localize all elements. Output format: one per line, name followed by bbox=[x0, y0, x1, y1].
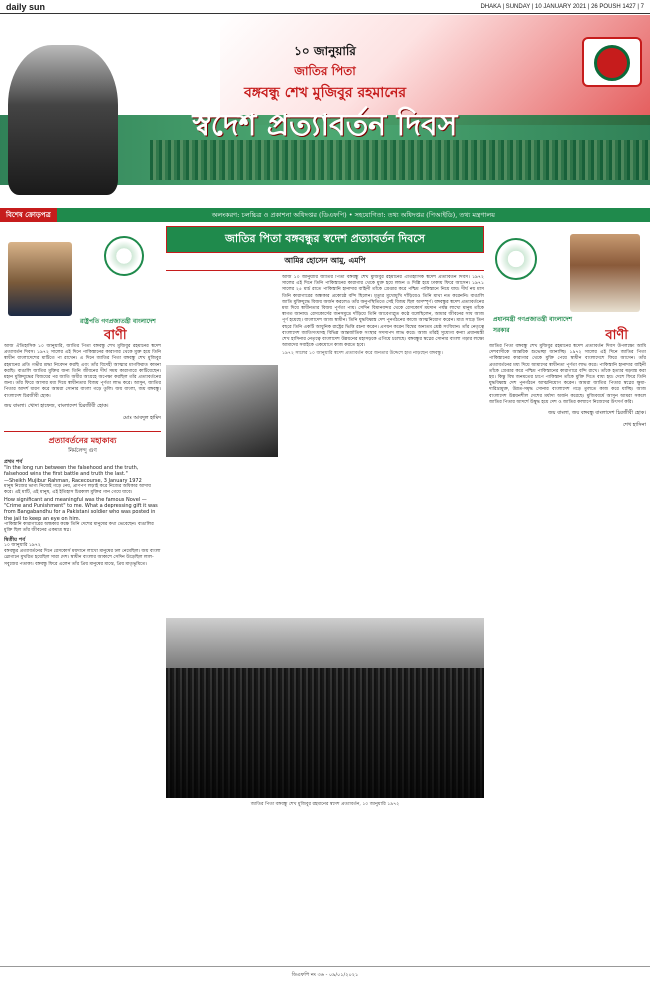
rally-photo bbox=[166, 618, 484, 798]
poem-body bbox=[4, 459, 161, 568]
footer bbox=[0, 966, 650, 984]
poem-author: নির্মলেন্দু গুণ bbox=[68, 447, 97, 454]
poem-quote-en: "In the long run between the falsehood and the truth, falsehood wins the first battle and truth the last." bbox=[4, 465, 139, 478]
government-seal-icon bbox=[104, 236, 144, 276]
president-signature: মোঃ আবদুল হামিদ bbox=[123, 414, 161, 421]
poem-verse-en-2: How significant and meaningful was the famous Novel — "Crime and Punishment" to me. What a depressing gift it was from Bangabandhu for a Pakistani soldier who was posted in the jail to keep an eye on him. bbox=[4, 496, 158, 522]
hero-sub-title: বঙ্গবন্ধু শেখ মুজিবুর রহমানের bbox=[243, 85, 407, 101]
pm-closing: জয় বাংলা, জয় বঙ্গবন্ধু বাংলাদেশ চিরজীবী হোক। bbox=[548, 410, 646, 417]
poem-verse-2: পাকিস্তানি কারাগারের অন্ধকার কক্ষে তিনি দেশের মানুষের কথা ভেবেছেন। বাঙালির মুক্তি ছিল তাঁর জীবনের একমাত্র স্বপ্ন। bbox=[4, 522, 154, 534]
pm-message-body: জাতির পিতা বঙ্গবন্ধু শেখ মুজিবুর রহমানের স্বদেশ প্রত্যাবর্তন দিবস উপলক্ষ্যে আমি দেশবাসীকে আন্তরিক শুভেচ্ছা জানাচ্ছি। ১৯৭২ সালের এই দিনে জাতির পিতা পাকিস্তানের কারাগার থেকে মুক্তি পেয়ে স্বাধীন বাংলাদেশে ফিরে আসেন। তাঁর প্রত্যাবর্তনের মধ্য দিয়ে আমাদের স্বাধীনতা পূর্ণতা লাভ করে। পাকিস্তানি হানাদার বাহিনী তাঁকে গ্রেপ্তার করে পশ্চিম পাকিস্তানের কারাগারে বন্দি রাখে। তাঁকে হত্যার ষড়যন্ত্র করা হয়। কিন্তু বিশ্ব জনমতের চাপে পাকিস্তান তাঁকে মুক্তি দিতে বাধ্য হয়। দেশে ফিরে তিনি যুদ্ধবিধ্বস্ত দেশ পুনর্গঠনে আত্মনিয়োগ করেন। আমরা জাতির পিতার স্বপ্নের ক্ষুধা-দারিদ্র্যমুক্ত, উন্নত-সমৃদ্ধ সোনার বাংলাদেশ গড়ে তুলতে কাজ করে যাচ্ছি। আজ বাংলাদেশ উন্নয়নশীল দেশের মর্যাদা অর্জন করেছে। মুজিববর্ষে আসুন আমরা সকলে জাতির পিতার আদর্শে উদ্বুদ্ধ হয়ে দেশ ও জাতির কল্যাণে নিজেদের উৎসর্গ করি। bbox=[489, 344, 646, 405]
issue-meta: DHAKA | SUNDAY | 10 JANUARY 2021 | 26 POUSH 1427 | 7 bbox=[480, 3, 644, 10]
pm-bani-heading: বাণী bbox=[605, 328, 628, 343]
pm-message-header bbox=[489, 226, 646, 344]
president-bani-heading: বাণী bbox=[104, 328, 127, 343]
president-message-header bbox=[4, 226, 161, 344]
credits-text: অলংকরণ: চলচ্চিত্র ও প্রকাশনা অধিদপ্তর (ডিএফপি) • সহযোগিতা: তথ্য অধিদপ্তর (পিআইডি), তথ্য মন্ত্রণালয় bbox=[211, 210, 495, 219]
credit-bar bbox=[0, 208, 650, 222]
government-seal-icon bbox=[495, 238, 537, 280]
hero-banner bbox=[0, 15, 650, 220]
rally-photo-caption: জাতির পিতা বঙ্গবন্ধু শেখ মুজিবুর রহমানের স্বদেশ প্রত্যাবর্তন, ১০ জানুয়ারি ১৯৭২ bbox=[250, 802, 400, 807]
president-role: রাষ্ট্রপতি গণপ্রজাতন্ত্রী বাংলাদেশ bbox=[80, 318, 156, 325]
pm-signature: শেখ হাসিনা bbox=[622, 422, 646, 429]
hero-date: ১০ জানুয়ারি bbox=[294, 44, 356, 58]
article-column bbox=[166, 226, 484, 946]
president-message-column bbox=[4, 226, 161, 946]
pm-portrait bbox=[570, 234, 640, 312]
poem-section-2-date: ১০ জানুয়ারি ১৯৭২ bbox=[4, 542, 41, 548]
poem-section-1: প্রথম পর্ব bbox=[4, 458, 23, 465]
article-body: আজ ১০ জানুয়ারি জাতির পিতা বঙ্গবন্ধু শেখ মুজিবুর রহমানের ঐতিহাসিক স্বদেশ প্রত্যাবর্তন দিবস। ১৯৭২ সালের এই দিনে তিনি পাকিস্তানের কারাগার থেকে মুক্ত হয়ে লন্ডন ও দিল্লি হয়ে ঢাকায় ফিরে আসেন। ১৯৭১ সালের ২৫ মার্চ রাতে পাকিস্তানি হানাদার বাহিনী তাঁকে গ্রেপ্তার করে পশ্চিম পাকিস্তানে নিয়ে যায়। দীর্ঘ নয় মাস তিনি কারাগারের অন্ধকার প্রকোষ্ঠে বন্দি ছিলেন। মৃত্যুর মুখোমুখি দাঁড়িয়েও তিনি মাথা নত করেননি। বাঙালি জাতি মুক্তিযুদ্ধে বিজয় অর্জন করলেও তাঁর অনুপস্থিতিতে সেই বিজয় ছিল অসম্পূর্ণ। বঙ্গবন্ধুর স্বদেশ প্রত্যাবর্তনের মধ্য দিয়ে স্বাধীনতার বিজয় পূর্ণতা পায়। সেদিন বিমানবন্দর থেকে রেসকোর্স ময়দান পর্যন্ত লাখো মানুষ তাঁকে স্বাগত জানায়। রেসকোর্সের জনসমুদ্রে দাঁড়িয়ে তিনি আবেগাপ্লুত কণ্ঠে বলেছিলেন, আমার জীবনের সাধ আজ পূর্ণ হয়েছে। বাংলাদেশ আজ স্বাধীন। তিনি যুদ্ধবিধ্বস্ত দেশ পুনর্গঠনের কাজে আত্মনিয়োগ করেন। মাত্র সাড়ে তিন বছরে তিনি একটি আধুনিক রাষ্ট্রের ভিত্তি রচনা করেন। প্রণয়ন করেন বিশ্বের অন্যতম শ্রেষ্ঠ সংবিধান। তাঁর নেতৃত্বে বাংলাদেশ জাতিসংঘসহ বিভিন্ন আন্তর্জাতিক সংস্থার সদস্যপদ লাভ করে। আজ তাঁরই সুযোগ্য কন্যা প্রধানমন্ত্রী শেখ হাসিনার নেতৃত্বে বাংলাদেশ উন্নয়নের মহাসড়কে এগিয়ে চলেছে। বঙ্গবন্ধুর স্বপ্নের সোনার বাংলা গড়ার লক্ষ্যে আমাদের সবাইকে একযোগে কাজ করতে হবে। bbox=[282, 275, 484, 349]
article-photo-caption: ১৯৭২ সালের ১০ জানুয়ারি স্বদেশ প্রত্যাবর্তন করে জনতার উদ্দেশে হাত নাড়ছেন বঙ্গবন্ধু। bbox=[282, 351, 443, 357]
masthead bbox=[0, 0, 650, 14]
poem-verse-1: মানুষ নিজের ভাগ্য নিজেই গড়ে নেয়, প্রাণপণ লড়াই করে নিজের অধিকার আদায় করে। এই মাটি, এই মানুষ, এই ইতিহাস চিরকাল মুক্তির গান গেয়ে যাবে। bbox=[4, 484, 151, 496]
article-byline: আমির হোসেন আমু, এমপি bbox=[166, 256, 484, 271]
poem-verse-3: বঙ্গবন্ধুর প্রত্যাবর্তনের দিনে রেসকোর্স ময়দানে লাখো মানুষের ঢল নেমেছিল। জয় বাংলা স্লোগানে মুখরিত হয়েছিল সারা দেশ। স্বাধীন বাংলার আকাশে সেদিন উড়েছিল লাল-সবুজের পতাকা। বঙ্গবন্ধু ফিরে এলেন তাঁর প্রিয় মানুষের মাঝে, প্রিয় মাতৃভূমিতে। bbox=[4, 549, 161, 567]
hero-main-title: স্বদেশ প্রত্যাবর্তন দিবস bbox=[192, 108, 458, 143]
pm-role: প্রধানমন্ত্রী গণপ্রজাতন্ত্রী বাংলাদেশ সরকার bbox=[493, 316, 573, 334]
president-closing: জয় বাংলা। খোদা হাফেজ, বাংলাদেশ চিরজীবী হোক। bbox=[4, 402, 109, 409]
hero-pre-title: জাতির পিতা bbox=[294, 64, 356, 78]
article-body-wrap bbox=[166, 275, 484, 663]
footer-dfp-number: ডিএফপি নং ৩৬ - ০৯/০১/২০২১ bbox=[291, 971, 359, 978]
president-message-body: আজ ঐতিহাসিক ১০ জানুয়ারি, জাতির পিতা বঙ্গবন্ধু শেখ মুজিবুর রহমানের স্বদেশ প্রত্যাবর্তন দিবস। ১৯৭২ সালের এই দিনে পাকিস্তানের কারাগার থেকে মুক্ত হয়ে তিনি স্বাধীন বাংলাদেশের মাটিতে পা রাখেন। এ দিনে জাতির পিতা বঙ্গবন্ধু শেখ মুজিবুর রহমানের প্রতি গভীর শ্রদ্ধা নিবেদন করছি এবং তাঁর বিদেহী আত্মার মাগফিরাত কামনা করছি। বাঙালি জাতির মুক্তির জন্য তিনি জীবনের দীর্ঘ সময় কারাগারে কাটিয়েছেন। মহান মুক্তিযুদ্ধের বিজয়ের পর জাতি অধীর আগ্রহে অপেক্ষা করছিল তাঁর প্রত্যাবর্তনের জন্য। তাঁর ফিরে আসার মধ্য দিয়ে স্বাধীনতার বিজয় পূর্ণতা লাভ করে। আসুন, জাতির পিতার আদর্শ ধারণ করে আমরা সোনার বাংলা গড়ে তুলি। জয় বাংলা, জয় বঙ্গবন্ধু। বাংলাদেশ চিরজীবী হোক। bbox=[4, 344, 161, 399]
article-heading: জাতির পিতা বঙ্গবন্ধুর স্বদেশ প্রত্যাবর্তন দিবসে bbox=[166, 226, 484, 253]
pm-message-column bbox=[489, 226, 646, 946]
president-portrait bbox=[8, 242, 72, 316]
special-supplement-tag: বিশেষ ক্রোড়পত্র bbox=[0, 208, 57, 222]
newspaper-brand: daily sun bbox=[6, 1, 46, 12]
article-photo bbox=[166, 365, 278, 457]
poem-quote-credit: —Sheikh Mujibur Rahman, Racecourse, 3 January 1972 bbox=[4, 477, 142, 484]
poem-title: প্রত্যাবর্তনের মহাকাব্য bbox=[4, 431, 161, 448]
poem-section-2: দ্বিতীয় পর্ব bbox=[4, 536, 26, 543]
mujib-year-logo-icon bbox=[582, 37, 642, 87]
